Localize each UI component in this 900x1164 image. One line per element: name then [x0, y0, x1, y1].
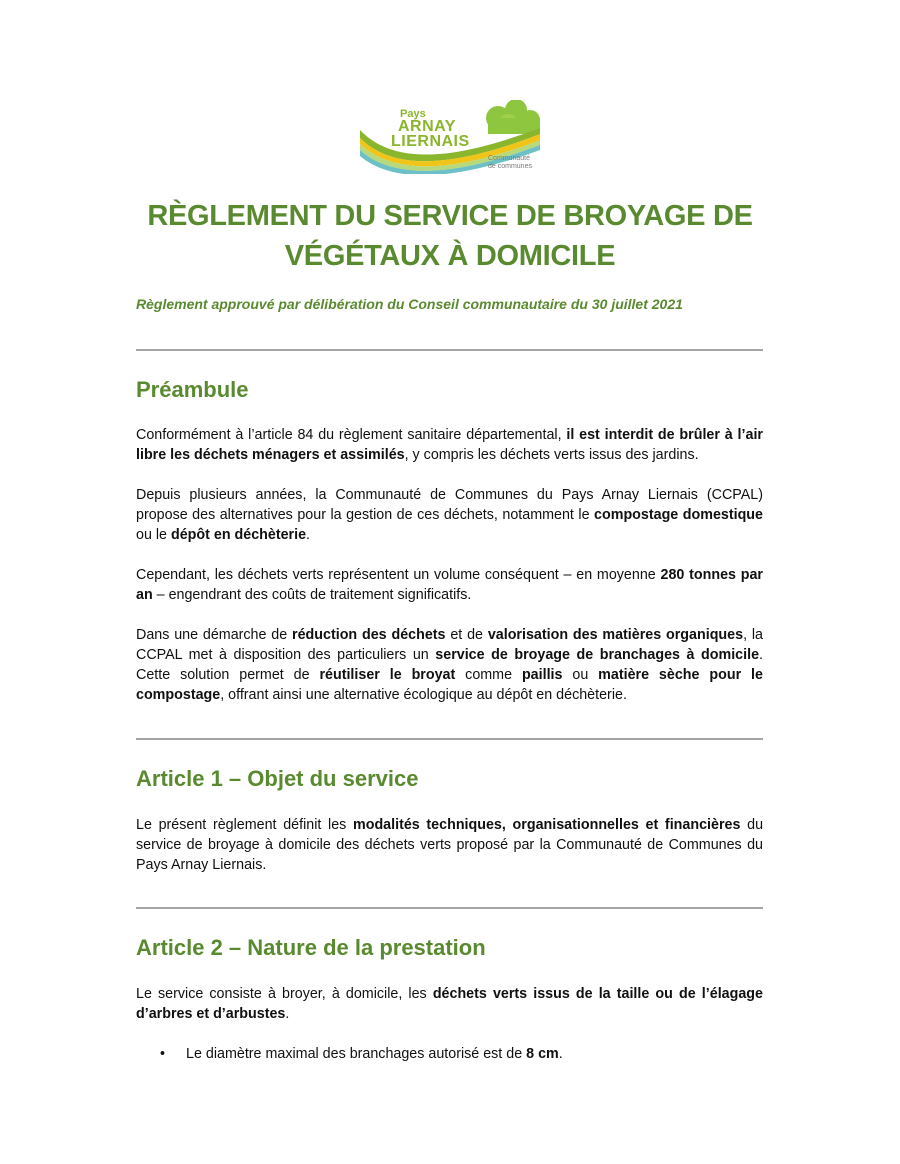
approval-subtitle: Règlement approuvé par délibération du Conseil communautaire du 30 juillet 2021	[136, 296, 683, 312]
preambule-paragraph-4: Dans une démarche de réduction des déchets et de valorisation des matières organiques, la CCPAL met à disposition des particuliers un service de broyage de branchages à domicile. Cette solution permet de réutiliser le broyat comme paillis ou matière sèche pour le compostage, offrant ainsi une alternative écologique au dépôt en déchèterie.	[136, 627, 764, 703]
section-divider	[136, 738, 763, 740]
logo-community-line1: Communauté	[488, 155, 531, 162]
title-line-1: RÈGLEMENT DU SERVICE DE BROYAGE DE	[147, 200, 753, 232]
section-divider	[136, 907, 763, 909]
bullet-icon: •	[160, 1046, 166, 1062]
logo-liernais-text: LIERNAIS	[391, 133, 470, 150]
article-2-heading: Article 2 – Nature de la prestation	[136, 935, 486, 960]
preambule-paragraph-3: Cependant, les déchets verts représentent un volume conséquent – en moyenne 280 tonnes par an – engendrant des coûts de traitement significatifs.	[136, 567, 763, 603]
title-line-2: VÉGÉTAUX À DOMICILE	[284, 240, 616, 272]
logo-arnay-text: ARNAY	[398, 118, 456, 135]
section-divider	[136, 349, 763, 351]
preambule-heading: Préambule	[136, 377, 249, 402]
document-title	[100, 196, 800, 276]
logo-community-text	[488, 155, 532, 171]
preambule-paragraph-1: Conformément à l’article 84 du règlement sanitaire départemental, il est interdit de brûler à l’air libre les déchets ménagers et assimilés, y compris les déchets verts issus des jardins.	[136, 427, 763, 463]
article-1-paragraph: Le présent règlement définit les modalités techniques, organisationnelles et financières du service de broyage à domicile des déchets verts proposé par la Communauté de Communes du Pays Arnay Liernais.	[136, 817, 764, 873]
list-item-text: Le diamètre maximal des branchages autorisé est de 8 cm.	[186, 1046, 563, 1062]
article-1-heading: Article 1 – Objet du service	[136, 766, 419, 791]
article-2-paragraph: Le service consiste à broyer, à domicile, les déchets verts issus de la taille ou de l’élagage d’arbres et d’arbustes.	[136, 986, 763, 1022]
logo-community-line2: de communes	[488, 163, 532, 170]
preambule-paragraph-2: Depuis plusieurs années, la Communauté de Communes du Pays Arnay Liernais (CCPAL) propose des alternatives pour la gestion de ces déchets, notamment le compostage domestique ou le dépôt en déchèterie.	[136, 487, 763, 543]
logo-pays-text: Pays	[400, 108, 426, 120]
pays-arnay-liernais-logo	[358, 100, 542, 174]
